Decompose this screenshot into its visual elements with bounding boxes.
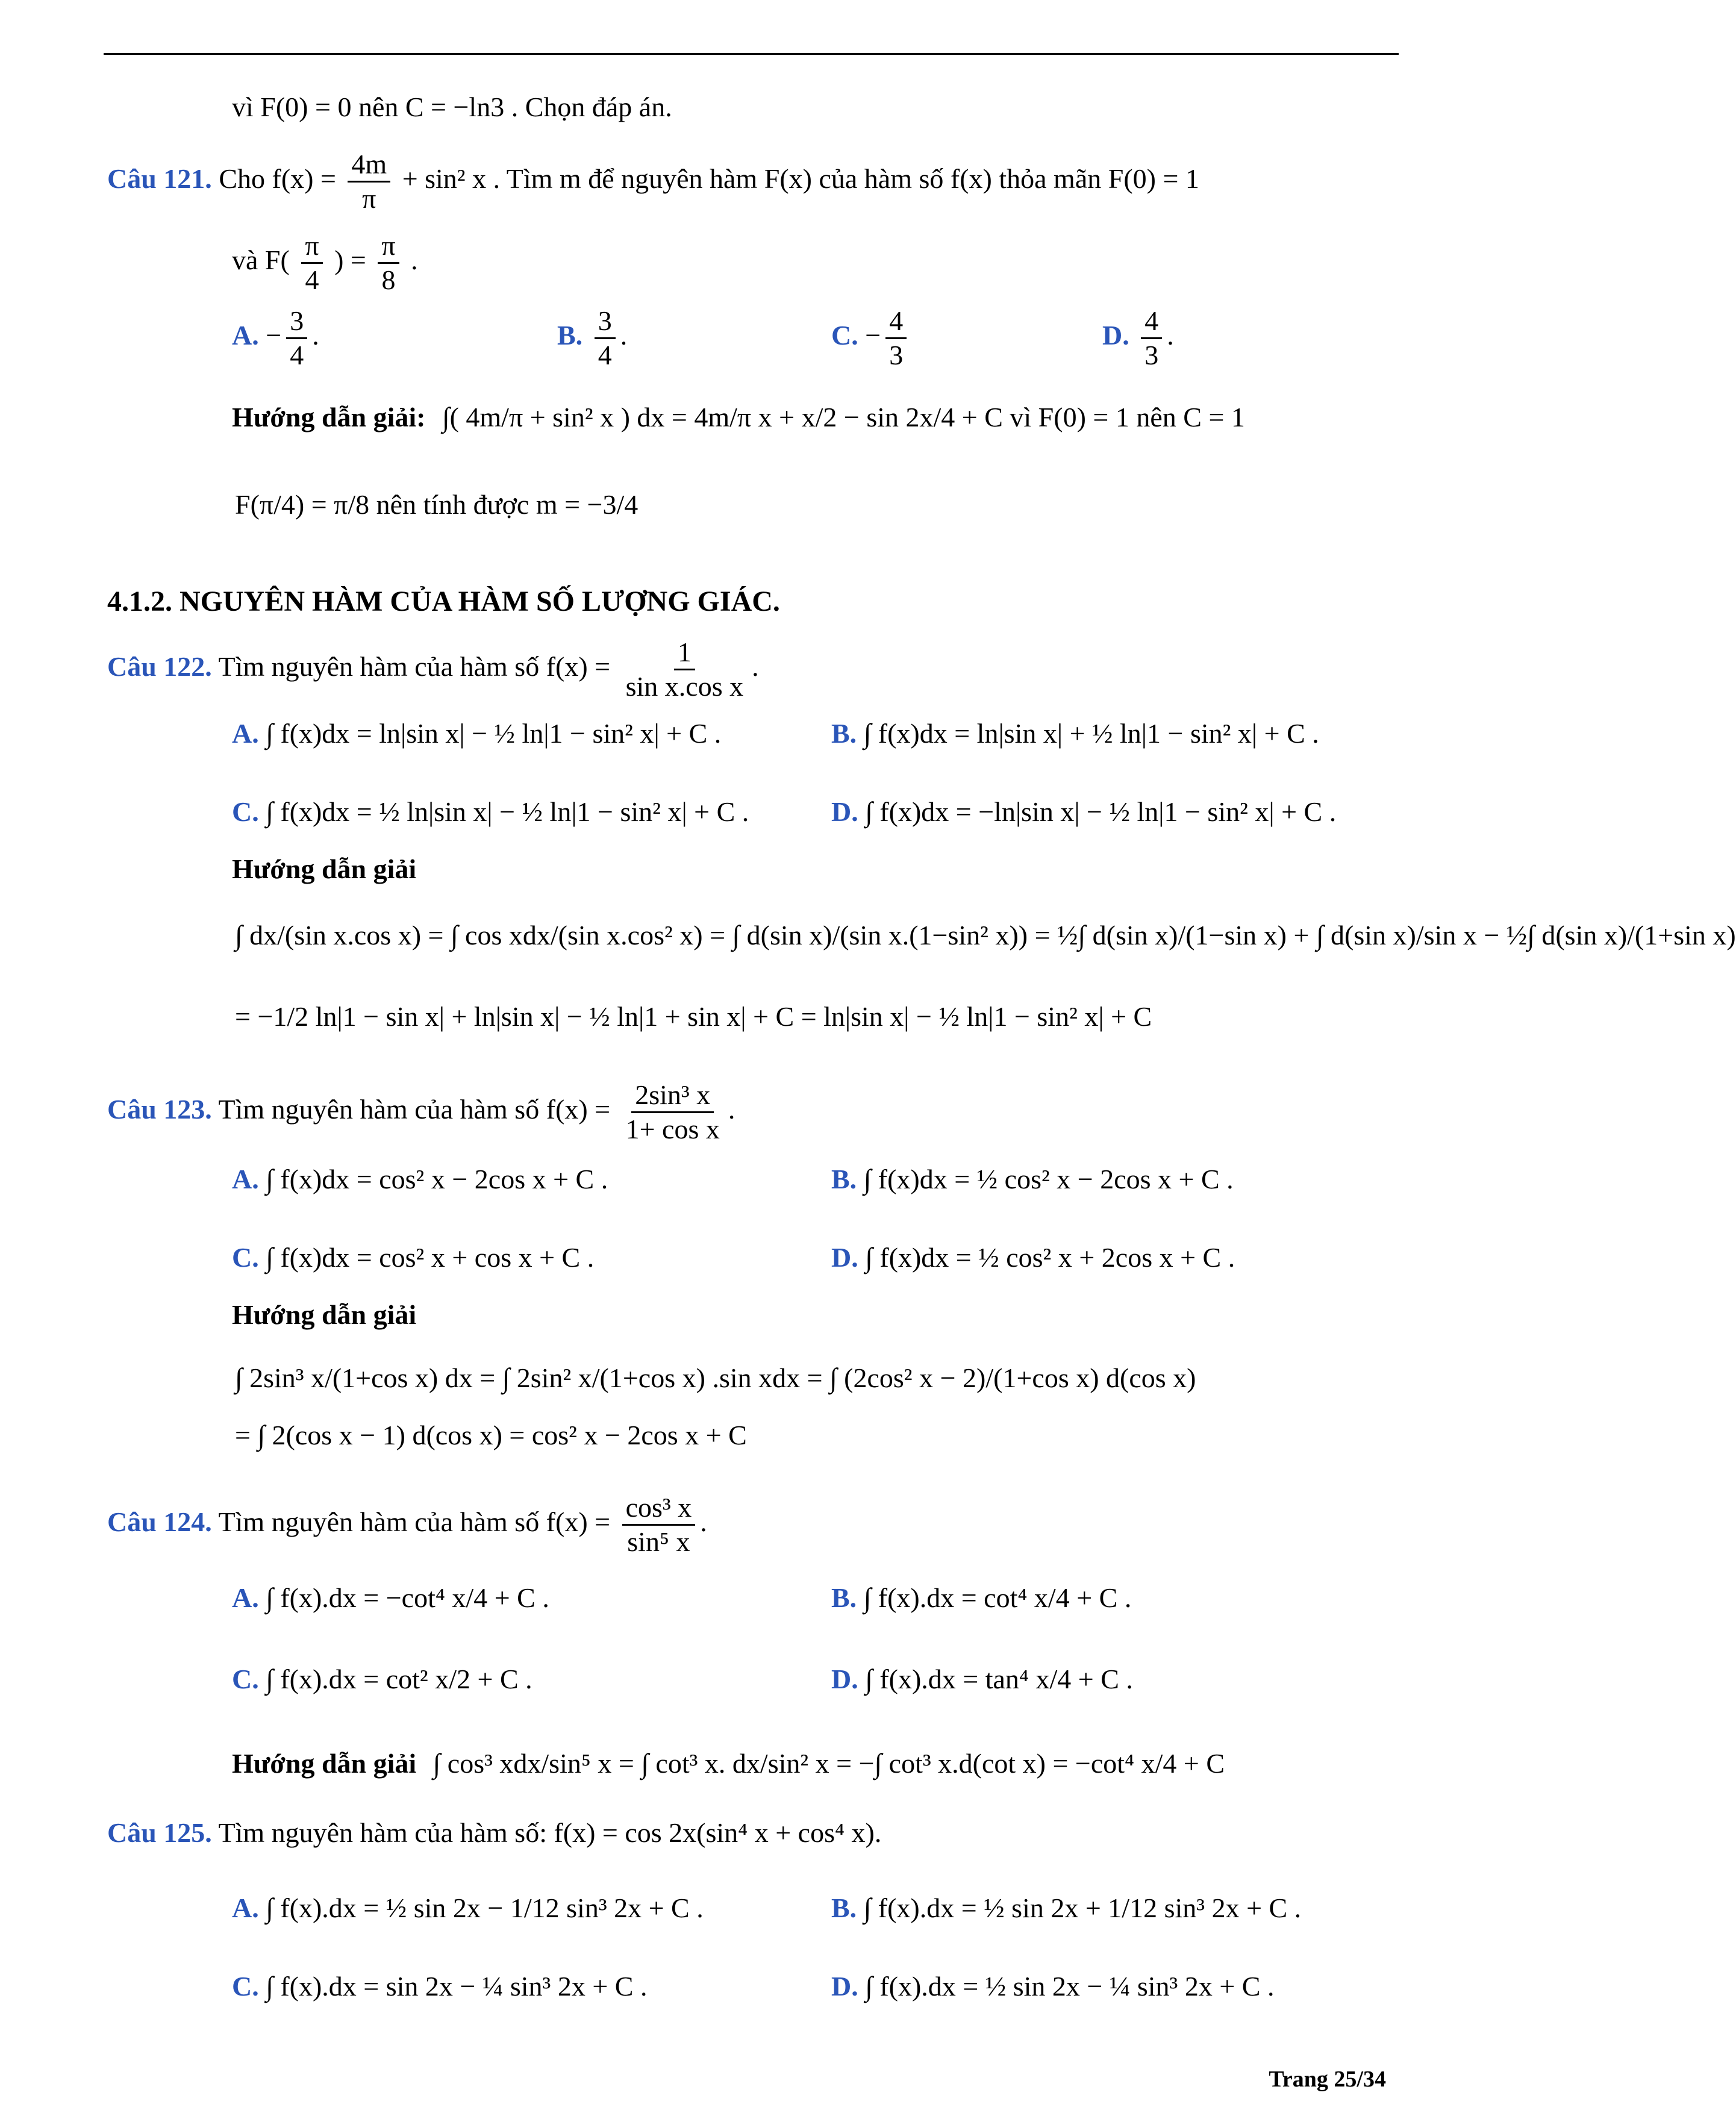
q123-option-b[interactable] [831, 1166, 1234, 1193]
q125-statement [107, 1819, 881, 1847]
q125-option-b-text: ∫ f(x).dx = ½ sin 2x + 1/12 sin³ 2x + C . [863, 1893, 1302, 1923]
q124-option-c[interactable] [232, 1665, 532, 1693]
q121-guide-label: Hướng dẫn giải: [232, 402, 426, 432]
q121-text-a: Cho f(x) = [219, 163, 336, 195]
q123-option-d-text: ∫ f(x)dx = ½ cos² x + 2cos x + C . [865, 1242, 1235, 1273]
q121-option-d-den: 3 [1144, 340, 1159, 370]
q121-option-c[interactable] [831, 307, 911, 369]
q122-option-d-label: D. [831, 796, 858, 827]
q123-option-c-text: ∫ f(x)dx = cos² x + cos x + C . [266, 1242, 595, 1273]
q124-fraction [622, 1494, 696, 1556]
q121-option-c-frac [885, 307, 907, 369]
q124-guide-line1: ∫ cos³ xdx/sin⁵ x = ∫ cot³ x. dx/sin² x = −∫ cot³ x.d(cot x) = −cot⁴ x/4 + C [432, 1748, 1225, 1779]
q124-option-b-label: B. [831, 1582, 857, 1613]
q121-cond-b: ) = [334, 245, 366, 276]
q121-cond-num2: π [378, 232, 399, 264]
q123-label: Câu 123. [107, 1094, 212, 1125]
q123-option-b-label: B. [831, 1164, 857, 1194]
q121-option-b-frac [595, 307, 616, 369]
q121-option-b[interactable]: B. $\frac{3}{4}$ . [557, 305, 628, 370]
q125-option-c[interactable] [232, 1973, 647, 2000]
q124-option-d-label: D. [831, 1664, 858, 1694]
q121-option-a-sign: − [266, 320, 282, 351]
q125-text: Tìm nguyên hàm của hàm số: f(x) = cos 2x(sin⁴ x + cos⁴ x). [218, 1817, 882, 1848]
q124-option-b-text: ∫ f(x).dx = cot⁴ x/4 + C . [863, 1582, 1132, 1613]
q125-option-a-label: A. [232, 1893, 259, 1923]
q124-frac-num: cos³ x [622, 1494, 696, 1526]
q122-text: Tìm nguyên hàm của hàm số f(x) = [218, 651, 611, 682]
q123-guide-line2: = ∫ 2(cos x − 1) d(cos x) = cos² x − 2cos x + C [235, 1420, 747, 1450]
q123-option-d-label: D. [831, 1242, 858, 1273]
q122-statement: Câu 122. Tìm nguyên hàm của hàm số f(x) = $\frac{1}{\text{sin x.cos x}}$ . [107, 637, 759, 702]
q125-option-c-label: C. [232, 1971, 259, 2002]
q124-option-a-text: ∫ f(x).dx = −cot⁴ x/4 + C . [266, 1582, 549, 1613]
q122-guide-label: Hướng dẫn giải [232, 854, 417, 884]
q124-guide [232, 1750, 1225, 1777]
q121-option-c-num: 4 [885, 307, 907, 339]
q121-option-b-label: B. [557, 320, 583, 351]
q121-option-c-sign: − [865, 320, 881, 351]
q122-option-c[interactable] [232, 798, 749, 826]
q121-option-a-label: A. [232, 320, 259, 351]
section-title: 4.1.2. NGUYÊN HÀM CỦA HÀM SỐ LƯỢNG GIÁC. [107, 585, 780, 617]
q122-option-a-label: A. [232, 718, 259, 749]
q121-guide [232, 404, 1245, 431]
q122-option-b-text: ∫ f(x)dx = ln|sin x| + ½ ln|1 − sin² x| + C . [863, 718, 1319, 749]
intro-line: vì F(0) = 0 nên C = −ln3 . Chọn đáp án. [232, 92, 672, 122]
q125-option-d-label: D. [831, 1971, 858, 2002]
header-rule [104, 53, 1399, 55]
q124-guide-label: Hướng dẫn giải [232, 1748, 417, 1779]
q121-option-d-label: D. [1102, 320, 1129, 351]
q124-option-a[interactable] [232, 1584, 549, 1612]
q121-cond-num1: π [301, 232, 322, 264]
q121-cond-frac2 [378, 232, 399, 294]
q121-option-a-num: 3 [286, 307, 307, 339]
q121-label: Câu 121. [107, 163, 212, 195]
q125-label: Câu 125. [107, 1817, 212, 1848]
q122-frac-den: sin x.cos x [625, 671, 744, 702]
q123-guide-line1: ∫ 2sin³ x/(1+cos x) dx = ∫ 2sin² x/(1+cos x) .sin xdx = ∫ (2cos² x − 2)/(1+cos x) d(cos x) [235, 1362, 1196, 1393]
q124-option-d-text: ∫ f(x).dx = tan⁴ x/4 + C . [865, 1664, 1133, 1694]
q122-guide-line2: = −1/2 ln|1 − sin x| + ln|sin x| − ½ ln|1 + sin x| + C = ln|sin x| − ½ ln|1 − sin² x| + C [235, 1001, 1152, 1032]
q123-statement: Câu 123. Tìm nguyên hàm của hàm số f(x) = $\frac{\text{2sin³ x}}{\text{1+ cos x}}$ . [107, 1079, 735, 1144]
q121-cond-den1: 4 [305, 264, 319, 295]
q121-option-d-num: 4 [1141, 307, 1162, 339]
q122-option-d-text: ∫ f(x)dx = −ln|sin x| − ½ ln|1 − sin² x| + C . [865, 796, 1337, 827]
q123-option-a[interactable] [232, 1166, 608, 1193]
q122-fraction [622, 638, 748, 701]
q121-statement [107, 151, 1199, 213]
q121-option-b-den: 4 [598, 340, 612, 370]
q121-cond-a: và F( [232, 245, 290, 276]
q124-option-c-text: ∫ f(x).dx = cot² x/2 + C . [266, 1664, 532, 1694]
q122-option-b[interactable] [831, 720, 1319, 748]
q121-option-c-den: 3 [889, 340, 904, 370]
q121-frac-den: π [362, 183, 376, 214]
q121-guide-line2: F(π/4) = π/8 nên tính được m = −3/4 [235, 489, 639, 520]
q125-option-a[interactable] [232, 1894, 704, 1922]
q125-option-d[interactable] [831, 1973, 1274, 2000]
q123-option-d[interactable] [831, 1244, 1235, 1272]
q122-frac-num: 1 [674, 638, 695, 670]
q121-option-a-den: 4 [290, 340, 304, 370]
q121-option-b-num: 3 [595, 307, 616, 339]
q121-option-d-frac [1141, 307, 1162, 369]
q124-text: Tìm nguyên hàm của hàm số f(x) = [218, 1506, 611, 1538]
q123-frac-num: 2sin³ x [631, 1081, 714, 1113]
q123-option-c-label: C. [232, 1242, 259, 1273]
q125-option-d-text: ∫ f(x).dx = ½ sin 2x − ¼ sin³ 2x + C . [865, 1971, 1275, 2002]
q122-option-c-text: ∫ f(x)dx = ½ ln|sin x| − ½ ln|1 − sin² x| + C . [266, 796, 749, 827]
q121-text-b: + sin² x . Tìm m để nguyên hàm F(x) của hàm số f(x) thỏa mãn F(0) = 1 [402, 163, 1199, 195]
q122-option-d[interactable] [831, 798, 1336, 826]
q123-option-a-label: A. [232, 1164, 259, 1194]
q123-text: Tìm nguyên hàm của hàm số f(x) = [218, 1094, 611, 1125]
q121-option-a-frac [286, 307, 307, 369]
q123-guide-label: Hướng dẫn giải [232, 1299, 417, 1330]
q123-option-b-text: ∫ f(x)dx = ½ cos² x − 2cos x + C . [863, 1164, 1234, 1194]
q122-guide-line1: ∫ dx/(sin x.cos x) = ∫ cos xdx/(sin x.cos² x) = ∫ d(sin x)/(sin x.(1−sin² x)) = ½∫ d(sin x)/(1−sin x) + ∫ d(sin x)/sin x − ½∫ d(sin x)/(1+sin x) [235, 920, 1736, 950]
q125-option-a-text: ∫ f(x).dx = ½ sin 2x − 1/12 sin³ 2x + C . [266, 1893, 704, 1923]
q121-cond-frac1 [301, 232, 322, 294]
q124-option-a-label: A. [232, 1582, 259, 1613]
q123-option-a-text: ∫ f(x)dx = cos² x − 2cos x + C . [266, 1164, 608, 1194]
q121-option-c-label: C. [831, 320, 858, 351]
q124-option-c-label: C. [232, 1664, 259, 1694]
q124-label: Câu 124. [107, 1506, 212, 1538]
q122-option-c-label: C. [232, 796, 259, 827]
q124-option-b[interactable] [831, 1584, 1131, 1612]
q124-option-d[interactable] [831, 1665, 1133, 1693]
page-number: Trang 25/34 [1269, 2067, 1386, 2092]
q122-option-b-label: B. [831, 718, 857, 749]
q121-guide-line1: ∫( 4m/π + sin² x ) dx = 4m/π x + x/2 − sin 2x/4 + C vì F(0) = 1 nên C = 1 [442, 402, 1245, 432]
q121-cond-den2: 8 [381, 264, 396, 295]
q121-condition [232, 232, 418, 294]
q125-option-b[interactable] [831, 1894, 1301, 1922]
q124-frac-den: sin⁵ x [627, 1526, 690, 1557]
q124-statement: Câu 124. Tìm nguyên hàm của hàm số f(x) = $\frac{\text{cos³ x}}{\text{sin⁵ x}}$ . [107, 1492, 707, 1557]
q125-option-b-label: B. [831, 1893, 857, 1923]
q121-option-d[interactable]: D. $\frac{4}{3}$ . [1102, 305, 1174, 370]
q121-cond-c: . [411, 245, 418, 276]
q125-option-c-text: ∫ f(x).dx = sin 2x − ¼ sin³ 2x + C . [266, 1971, 648, 2002]
q121-option-a[interactable]: A. − $\frac{3}{4}$ . [232, 305, 319, 370]
q123-fraction [622, 1081, 723, 1143]
q122-option-a[interactable] [232, 720, 721, 748]
q122-option-a-text: ∫ f(x)dx = ln|sin x| − ½ ln|1 − sin² x| + C . [266, 718, 722, 749]
q123-option-c[interactable] [232, 1244, 594, 1272]
q123-frac-den: 1+ cos x [625, 1114, 720, 1144]
q122-label: Câu 122. [107, 651, 212, 682]
q121-fraction [348, 151, 390, 213]
q121-frac-num: 4m [348, 151, 390, 183]
